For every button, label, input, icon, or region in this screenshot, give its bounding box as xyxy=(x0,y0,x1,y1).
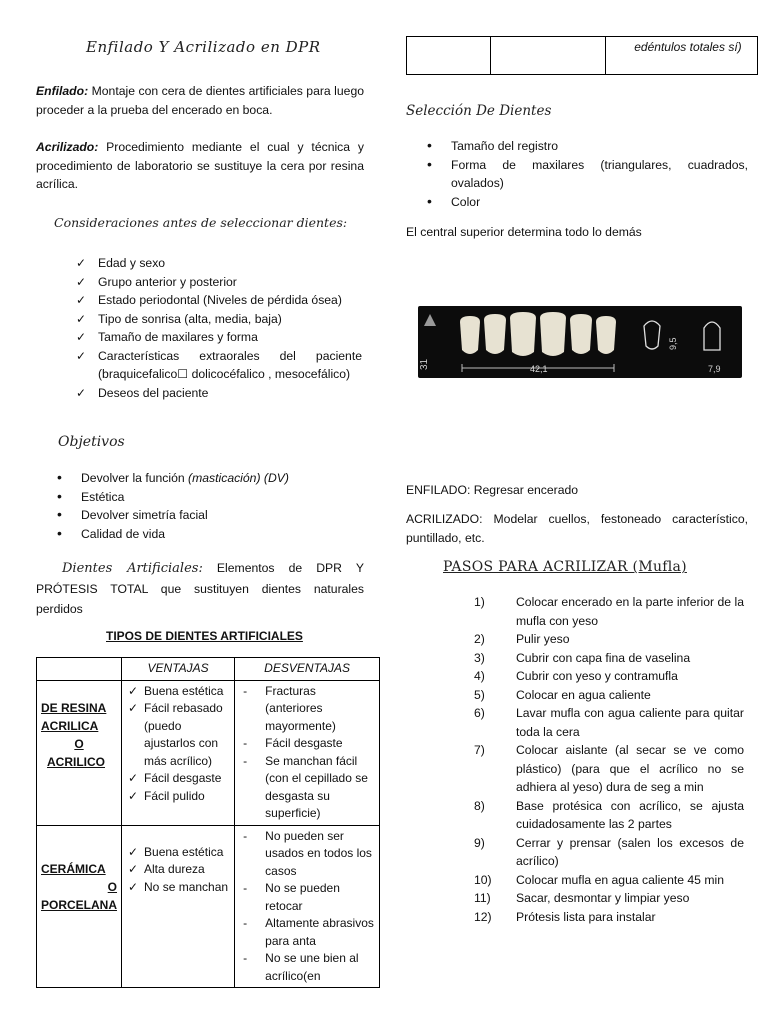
list-item: ✓ Fácil rebasado (puedo ajustarlos con más acrílico) xyxy=(128,701,223,768)
consideraciones-heading: Consideraciones antes de seleccionar dientes: xyxy=(54,215,348,230)
list-item: 7) Colocar aislante (al secar se ve como plástico) (para que el acrílico no se adhiera al yeso) dura de seg a min xyxy=(474,743,744,794)
dash-icon: - xyxy=(243,828,248,843)
dientes-artificiales-paragraph xyxy=(36,558,364,619)
bullet-icon: • xyxy=(427,192,432,209)
check-icon: ✓ xyxy=(76,330,87,344)
check-icon: ✓ xyxy=(128,701,139,715)
tooth-icon xyxy=(596,316,616,354)
list-item: 1) Colocar encerado en la parte inferior de la mufla con yeso xyxy=(474,595,744,628)
table-header-ventajas: VENTAJAS xyxy=(122,658,235,681)
list-item: ✓ Grupo anterior y posterior xyxy=(72,273,362,292)
list-item: - Altamente abrasivos para anta xyxy=(243,916,374,948)
pasos-heading: PASOS PARA ACRILIZAR (Mufla) xyxy=(443,559,687,575)
table-cell-empty xyxy=(490,37,606,75)
check-icon: ✓ xyxy=(128,683,139,698)
teeth-mould-drawing xyxy=(418,306,742,378)
check-icon: ✓ xyxy=(76,256,87,270)
check-icon: ✓ xyxy=(76,385,87,400)
tooth-icon xyxy=(570,314,592,354)
side-label: 31 xyxy=(419,358,430,370)
central-superior-text: El central superior determina todo lo demás xyxy=(406,225,642,239)
list-item: • Devolver la función (masticación) (DV) xyxy=(57,469,289,485)
bullet-icon: • xyxy=(427,137,432,153)
continuation-table xyxy=(406,36,758,75)
acrilizado-line: ACRILIZADO: Modelar cuellos, festoneado característico, puntillado, etc. xyxy=(406,512,748,545)
table-row xyxy=(407,37,758,75)
row-ventajas-ceramica xyxy=(122,825,235,988)
enfilado-line: ENFILADO: Regresar encerado xyxy=(406,483,579,497)
table-cell-edentulos: edéntulos totales sí) xyxy=(606,37,758,75)
list-item: ✓ Edad y sexo xyxy=(72,254,362,273)
check-icon: ✓ xyxy=(76,293,87,307)
list-item: ✓ Buena estética xyxy=(126,683,230,701)
enfilado-definition xyxy=(36,82,364,119)
check-icon: ✓ xyxy=(128,844,139,859)
enfilado-text: Montaje con cera de dientes artificiales para luego proceder a la prueba del encerado en boca. xyxy=(36,84,364,117)
list-item: 12) Prótesis lista para instalar xyxy=(474,909,656,924)
list-item: ✓ Fácil desgaste xyxy=(126,770,230,788)
list-item: 3) Cubrir con capa fina de vaselina xyxy=(474,650,691,665)
check-icon: ✓ xyxy=(76,348,87,363)
dientes-text: Elementos de DPR Y PRÓTESIS TOTAL que sustituyen dientes naturales perdidos xyxy=(36,561,364,616)
dientes-heading: Dientes Artificiales: xyxy=(62,561,203,576)
row-desventajas-ceramica xyxy=(235,825,380,988)
dash-icon: - xyxy=(243,951,248,965)
list-item: ✓ Tamaño de maxilares y forma xyxy=(72,328,362,347)
list-item: ✓ Estado periodontal (Niveles de pérdida ósea) xyxy=(72,291,362,310)
list-item: - No pueden ser usados en todos los casos xyxy=(243,828,372,878)
acrilizado-term: Acrilizado: xyxy=(36,140,99,154)
row-desventajas-resina xyxy=(235,680,380,825)
consideraciones-list xyxy=(72,254,362,402)
bullet-icon: • xyxy=(57,487,62,504)
list-item: • Devolver simetría facial xyxy=(57,506,208,522)
dash-icon: - xyxy=(243,916,248,930)
depth-label: 7,9 xyxy=(708,364,721,374)
check-icon: ✓ xyxy=(76,311,87,326)
table-cell-empty xyxy=(407,37,491,75)
bullet-icon: • xyxy=(57,469,62,485)
list-item: ✓ No se manchan xyxy=(126,879,230,897)
list-item: 9) Cerrar y prensar (salen los excesos de acrílico) xyxy=(474,835,744,868)
list-item: - Se manchan fácil (con el cepillado se desgasta su superficie) xyxy=(243,753,368,820)
list-item: - No se pueden retocar xyxy=(243,881,340,913)
list-item: ✓ Fácil pulido xyxy=(126,788,230,806)
acrilizado-definition xyxy=(36,138,364,194)
list-item: - Fracturas (anteriores mayormente) xyxy=(243,683,336,733)
list-item: ✓ Características extraorales del paciente (braquicefalico☐ dolicocéfalico , mesocefálico) xyxy=(76,348,362,381)
triangle-icon xyxy=(424,314,436,326)
list-item: - No se une bien al acrílico(en xyxy=(243,951,359,983)
row-label-ceramica: CERÁMICA O PORCELANA xyxy=(37,825,122,988)
list-item: • Forma de maxilares (triangulares, cuadrados, ovalados) xyxy=(427,155,748,190)
list-item: 4) Cubrir con yeso y contramufla xyxy=(474,669,678,683)
list-item: ✓ Deseos del paciente xyxy=(72,384,362,403)
list-item: ✓ Tipo de sonrisa (alta, media, baja) xyxy=(72,310,362,329)
tooth-icon xyxy=(484,314,506,354)
list-item: 10) Colocar mufla en agua caliente 45 min xyxy=(474,872,724,887)
list-item: ✓ Alta dureza xyxy=(126,861,230,879)
list-item: 11) Sacar, desmontar y limpiar yeso xyxy=(474,891,690,905)
list-item: 5) Colocar en agua caliente xyxy=(474,687,651,702)
bullet-icon: • xyxy=(57,506,62,522)
seleccion-heading: Selección De Dientes xyxy=(406,103,552,119)
dash-icon: - xyxy=(243,881,248,895)
dash-icon: - xyxy=(243,753,248,768)
check-icon: ✓ xyxy=(128,771,139,785)
pasos-list xyxy=(406,593,744,926)
bullet-icon: • xyxy=(57,524,62,541)
check-icon: ✓ xyxy=(128,862,139,876)
row-label-resina: DE RESINA ACRILICA O ACRILICO xyxy=(37,680,122,825)
list-item: 8) Base protésica con acrílico, se ajusta cuidadosamente las 2 partes xyxy=(474,798,744,831)
objetivos-list xyxy=(36,469,364,543)
tooth-outline-icon xyxy=(644,321,660,349)
acrilizado-text: Procedimiento mediante el cual y técnica y procedimiento de laboratorio se sustituye la cera por resina acrílica. xyxy=(36,140,364,191)
tooth-icon xyxy=(460,316,480,354)
list-item: - Fácil desgaste xyxy=(239,735,375,753)
tooth-profile-icon xyxy=(704,322,720,350)
teeth-group xyxy=(460,312,616,356)
seleccion-list xyxy=(406,137,748,211)
check-icon: ✓ xyxy=(76,274,87,289)
row-ventajas-resina xyxy=(122,680,235,825)
list-item: • Tamaño del registro xyxy=(427,137,559,153)
document-title: Enfilado Y Acrilizado en DPR xyxy=(86,38,321,56)
tooth-icon xyxy=(510,312,536,356)
table-title: TIPOS DE DIENTES ARTIFICIALES xyxy=(106,629,303,643)
list-item: • Calidad de vida xyxy=(57,524,166,541)
height-label: 9,5 xyxy=(668,337,678,350)
dash-icon: - xyxy=(243,683,248,698)
list-item: • Estética xyxy=(57,487,125,504)
list-item: 6) Lavar mufla con agua caliente para quitar toda la cera xyxy=(474,706,744,739)
list-item: • Color xyxy=(427,192,481,209)
bullet-icon: • xyxy=(427,155,432,172)
list-item: ✓ Buena estética xyxy=(126,844,230,862)
table-header-desventajas: DESVENTAJAS xyxy=(235,658,380,681)
teeth-mould-image xyxy=(418,306,742,378)
list-item: 2) Pulir yeso xyxy=(474,632,570,646)
tipos-dientes-table xyxy=(36,657,380,988)
tooth-icon xyxy=(540,312,566,356)
enfilado-term: Enfilado: xyxy=(36,84,89,98)
table-header-empty xyxy=(37,658,122,681)
objetivos-heading: Objetivos xyxy=(58,434,125,450)
width-label: 42,1 xyxy=(530,364,548,374)
table-row xyxy=(37,825,380,988)
dash-icon: - xyxy=(243,736,248,750)
check-icon: ✓ xyxy=(128,788,139,803)
table-row xyxy=(37,680,380,825)
check-icon: ✓ xyxy=(128,879,139,894)
